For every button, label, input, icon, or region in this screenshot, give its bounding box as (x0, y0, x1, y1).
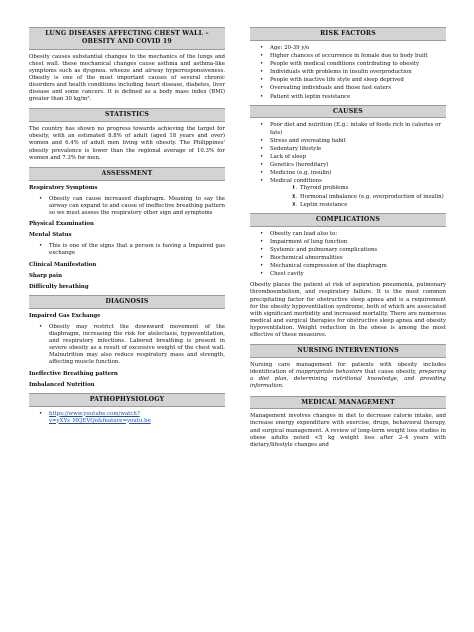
list-item: • 2. Hormonal imbalance (e.g. overproduction of insulin) (292, 194, 446, 201)
nursing-interventions-header: NURSING INTERVENTIONS (250, 344, 446, 358)
clinical-manifestation-title: Clinical Manifestation (29, 261, 97, 268)
intro-paragraph: Obesity causes substantial changes to the mechanics of the lungs and chest wall. these mechanical changes cause asthma and asthma-like symptoms such as dyspnea. wheeze and airway hyperresponsiveness. Obesity is one of the most important causes of several chronic disorders and health conditions including heart disease, diabetes, liver disease and some cancers. It is defined as a body mass index (BMI) greater than 30 kg/m². (29, 53, 225, 103)
complications-header: COMPLICATIONS (250, 213, 446, 227)
medical-conditions-label: Medical conditions (270, 178, 322, 185)
list-item: • Systemic and pulmonary complications (260, 247, 446, 254)
list-item (260, 178, 446, 209)
complications-paragraph: Obesity places the patient at risk of aspiration pneumonia, pulmonary thromboembolism, and respiratory failure. It is the most common precipitating factor for obstructive sleep apnea and is a requirement for the obesity hypoventilation syndrome, both of which are associated with significant morbidity and increased mortality. There are numerous medical and surgical therapies for obstructive sleep apnea and obesity hypoventilation. Weight reduction in the obese is among the most effective of these measures. (250, 282, 446, 339)
difficulty-breathing-title: Difficulty breathing (29, 283, 89, 290)
diagnosis-list (39, 324, 225, 367)
list-item: • Poor diet and nutrition (E.g.: intake of foods rich in calories or fats) (260, 122, 446, 136)
list-item: • Sedentary lifestyle (260, 146, 446, 153)
pathophysiology-header: PATHOPHYSIOLOGY (29, 393, 225, 407)
list-item: • Lack of sleep (260, 154, 446, 161)
imbalanced-nutrition-title: Imbalanced Nutrition (29, 381, 95, 388)
list-item: • 3. Leptin resistance (292, 202, 446, 209)
mental-status-title: Mental Status (29, 232, 72, 239)
list-item: • Age: 20-39 y/o (260, 45, 446, 52)
list-item: • Overeating individuals and those fast eaters (260, 85, 446, 92)
risk-factors-list (260, 45, 446, 101)
list-item (39, 411, 225, 425)
assessment-header: ASSESSMENT (29, 167, 225, 181)
statistics-header: STATISTICS (29, 108, 225, 122)
pathophysiology-list (39, 411, 225, 425)
list-item: • People with medical conditions contributing to obesity (260, 61, 446, 68)
list-item: • Mechanical compression of the diaphragm (260, 263, 446, 270)
list-item: • Higher chances of occurrence in female due to body built (260, 53, 446, 60)
mental-status-list (39, 243, 225, 257)
impaired-gas-exchange-title: Impaired Gas Exchange (29, 312, 101, 319)
list-item: • People with inactive life style and sleep deprived (260, 77, 446, 84)
statistics-paragraph: The country has shown no progress towards achieving the target for obesity, with an estimated 8.8% of adult (aged 18 years and over) women and 6.4% of adult men living with obesity. The Philippines' obesity prevalence is lower than the regional average of 10.3% for women and 7.3% for men. (29, 126, 225, 161)
respiratory-symptoms-list (39, 196, 225, 217)
risk-factors-header: RISK FACTORS (250, 27, 446, 41)
medical-conditions-list (292, 185, 446, 208)
respiratory-symptoms-title: Respiratory Symptoms (29, 184, 98, 191)
right-column (250, 27, 446, 454)
list-item: • Genetics (hereditary) (260, 162, 446, 169)
medical-management-paragraph: Management involves changes in diet to decrease calorie intake, and increase energy expenditure with exercise, drugs, behavioral therapy, and surgical management. A review of long-term weight loss studies in obese adults noted <5 kg weight loss after 2–4 years with dietary/lifestyle changes and (250, 413, 446, 448)
nursing-interventions-paragraph: Nursing care management for patients with obesity includes identification of inappropriate behaviors that cause obesity, preparing a diet plan, determining nutritional knowledge, and providing information. (250, 362, 446, 390)
list-item: • Obesity can lead also to: (260, 231, 446, 238)
list-item: • Impairment of lung function (260, 239, 446, 246)
causes-header: CAUSES (250, 105, 446, 119)
physical-examination-title: Physical Examination (29, 221, 94, 227)
list-item: • Biochemical abnormalities (260, 255, 446, 262)
list-item: • This is one of the signs that a person is having a Impaired gas exchange (39, 243, 225, 257)
list-item: • Obesity may restrict the downward movement of the diaphragm, increasing the risk for atelectasis, hypoventilation, and respiratory infections. Labored breathing is present in severe obesity as a result of excessive weight of the chest wall. Malnutrition may also reduce respiratory mass and strength, affecting muscle function. (39, 324, 225, 367)
list-item: • Medicine (e.g. insulin) (260, 170, 446, 177)
sharp-pain-title: Sharp pain (29, 272, 63, 279)
list-item: • Individuals with problems in insulin overproduction (260, 69, 446, 76)
complications-list (260, 231, 446, 279)
left-column (29, 27, 225, 429)
list-item: • 1. Thyroid problems (292, 185, 446, 192)
document-title: LUNG DISEASES AFFECTING CHEST WALL – OBESITY AND COVID 19 (29, 27, 225, 50)
causes-list (260, 122, 446, 208)
list-item: • Chest cavity (260, 271, 446, 278)
medical-management-header: MEDICAL MANAGEMENT (250, 396, 446, 410)
pathophysiology-video-link[interactable]: https://www.youtube.com/watch?v=yXYs_MQEVQo&feature=youtu.be (49, 410, 151, 424)
list-item: • Obesity can cause increased diaphragm. Meaning to say the airway can expand to and cause of ineffective breathing pattern so we must assess the respiratory other sign and symptoms (39, 196, 225, 217)
ineffective-breathing-title: Ineffective Breathing pattern (29, 370, 118, 377)
list-item: • Patient with leptin resistance (260, 94, 446, 101)
list-item: • Stress and overeating habit (260, 138, 446, 145)
diagnosis-header: DIAGNOSIS (29, 295, 225, 309)
